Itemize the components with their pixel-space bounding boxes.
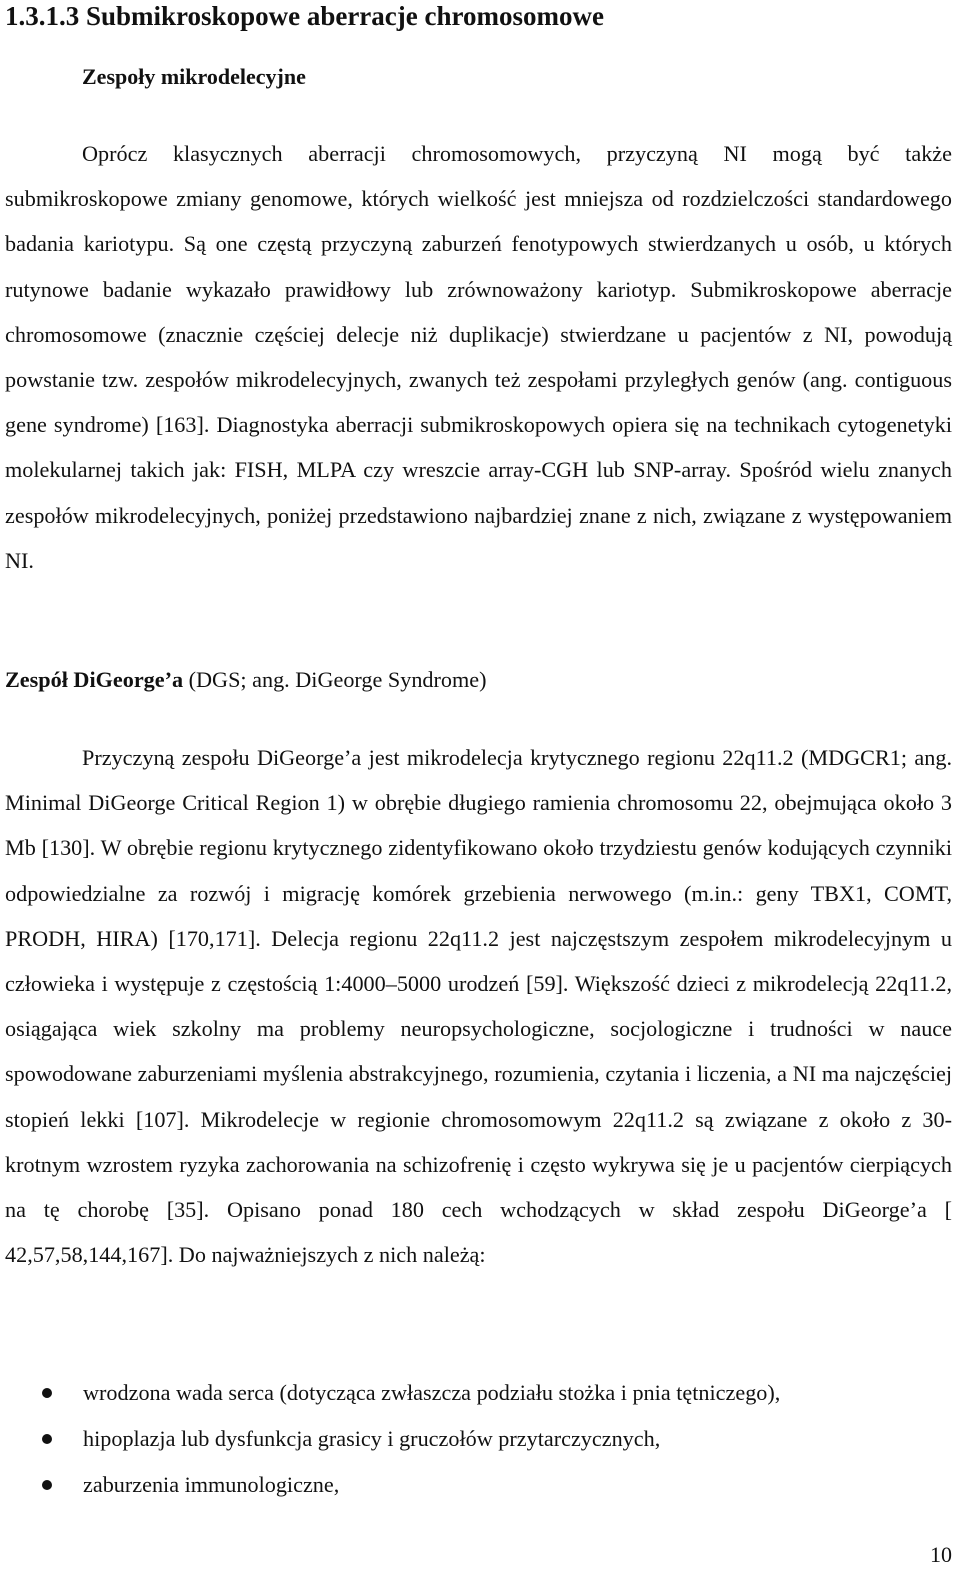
- syndrome-title-rest: (DGS; ang. DiGeorge Syndrome): [183, 667, 487, 692]
- section-heading: 1.3.1.3 Submikroskopowe aberracje chromosomowe: [5, 1, 604, 31]
- syndrome-title-bold: Zespół DiGeorge’a: [5, 667, 184, 692]
- list-item: [0, 1370, 950, 1416]
- list-item-text: hipoplazja lub dysfunkcja grasicy i gruczołów przytarczycznych,: [83, 1426, 661, 1451]
- bullet-icon: [42, 1434, 52, 1444]
- list-item-text: wrodzona wada serca (dotycząca zwłaszcza podziału stożka i pnia tętniczego),: [83, 1380, 781, 1405]
- paragraph-digeorge: Przyczyną zespołu DiGeorge’a jest mikrodelecja krytycznego regionu 22q11.2 (MDGCR1; ang. Minimal DiGeorge Critical Region 1) w obrębie długiego ramienia chromosomu 22, obejmująca około 3 Mb [130]. W obrębie regionu krytycznego zidentyfikowano około trzydziestu genów kodujących czynniki odpowiedzialne za rozwój i migrację komórek grzebienia nerwowego (m.in.: geny TBX1, COMT, PRODH, HIRA) [170,171]. Delecja regionu 22q11.2 jest najczęstszym zespołem mikrodelecyjnym u człowieka i występuje z częstością 1:4000–5000 urodzeń [59]. Większość dzieci z mikrodelecją 22q11.2, osiągająca wiek szkolny ma problemy neuropsychologiczne, socjologiczne i trudności w nauce spowodowane zaburzeniami myślenia abstrakcyjnego, rozumienia, czytania i liczenia, a NI ma najczęściej stopień lekki [107]. Mikrodelecje w regionie chromosomowym 22q11.2 są związane z około z 30-krotnym wzrostem ryzyka zachorowania na schizofrenię i często wykrywa się je u pacjentów cierpiących na tę chorobę [35]. Opisano ponad 180 cech wchodzących w skład zespołu DiGeorge’a [ 42,57,58,144,167]. Do najważniejszych z nich należą:: [5, 745, 952, 1268]
- list-item: [0, 1462, 950, 1508]
- sub-heading: Zespoły mikrodelecyjne: [82, 64, 306, 89]
- paragraph-intro: Oprócz klasycznych aberracji chromosomowych, przyczyną NI mogą być także submikroskopowe zmiany genomowe, których wielkość jest mniejsza od rozdzielczości standardowego badania kariotypu. Są one częstą przyczyną zaburzeń fenotypowych stwierdzanych u osób, u których rutynowe badanie wykazało prawidłowy lub zrównoważony kariotyp. Submikroskopowe aberracje chromosomowe (znacznie częściej delecje niż duplikacje) stwierdzane u pacjentów z NI, powodują powstanie tzw. zespołów mikrodelecyjnych, zwanych też zespołami przyległych genów (ang. contiguous gene syndrome) [163]. Diagnostyka aberracji submikroskopowych opiera się na technikach cytogenetyki molekularnej takich jak: FISH, MLPA czy wreszcie array-CGH lub SNP-array. Spośród wielu znanych zespołów mikrodelecyjnych, poniżej przedstawiono najbardziej znane z nich, związane z występowaniem NI.: [5, 141, 952, 573]
- page-number: 10: [930, 1542, 952, 1567]
- bullet-icon: [42, 1480, 52, 1490]
- list-item: [0, 1416, 950, 1462]
- list-item-text: zaburzenia immunologiczne,: [83, 1472, 340, 1497]
- syndrome-title: [5, 664, 486, 696]
- feature-list: [0, 1370, 950, 1508]
- bullet-icon: [42, 1388, 52, 1398]
